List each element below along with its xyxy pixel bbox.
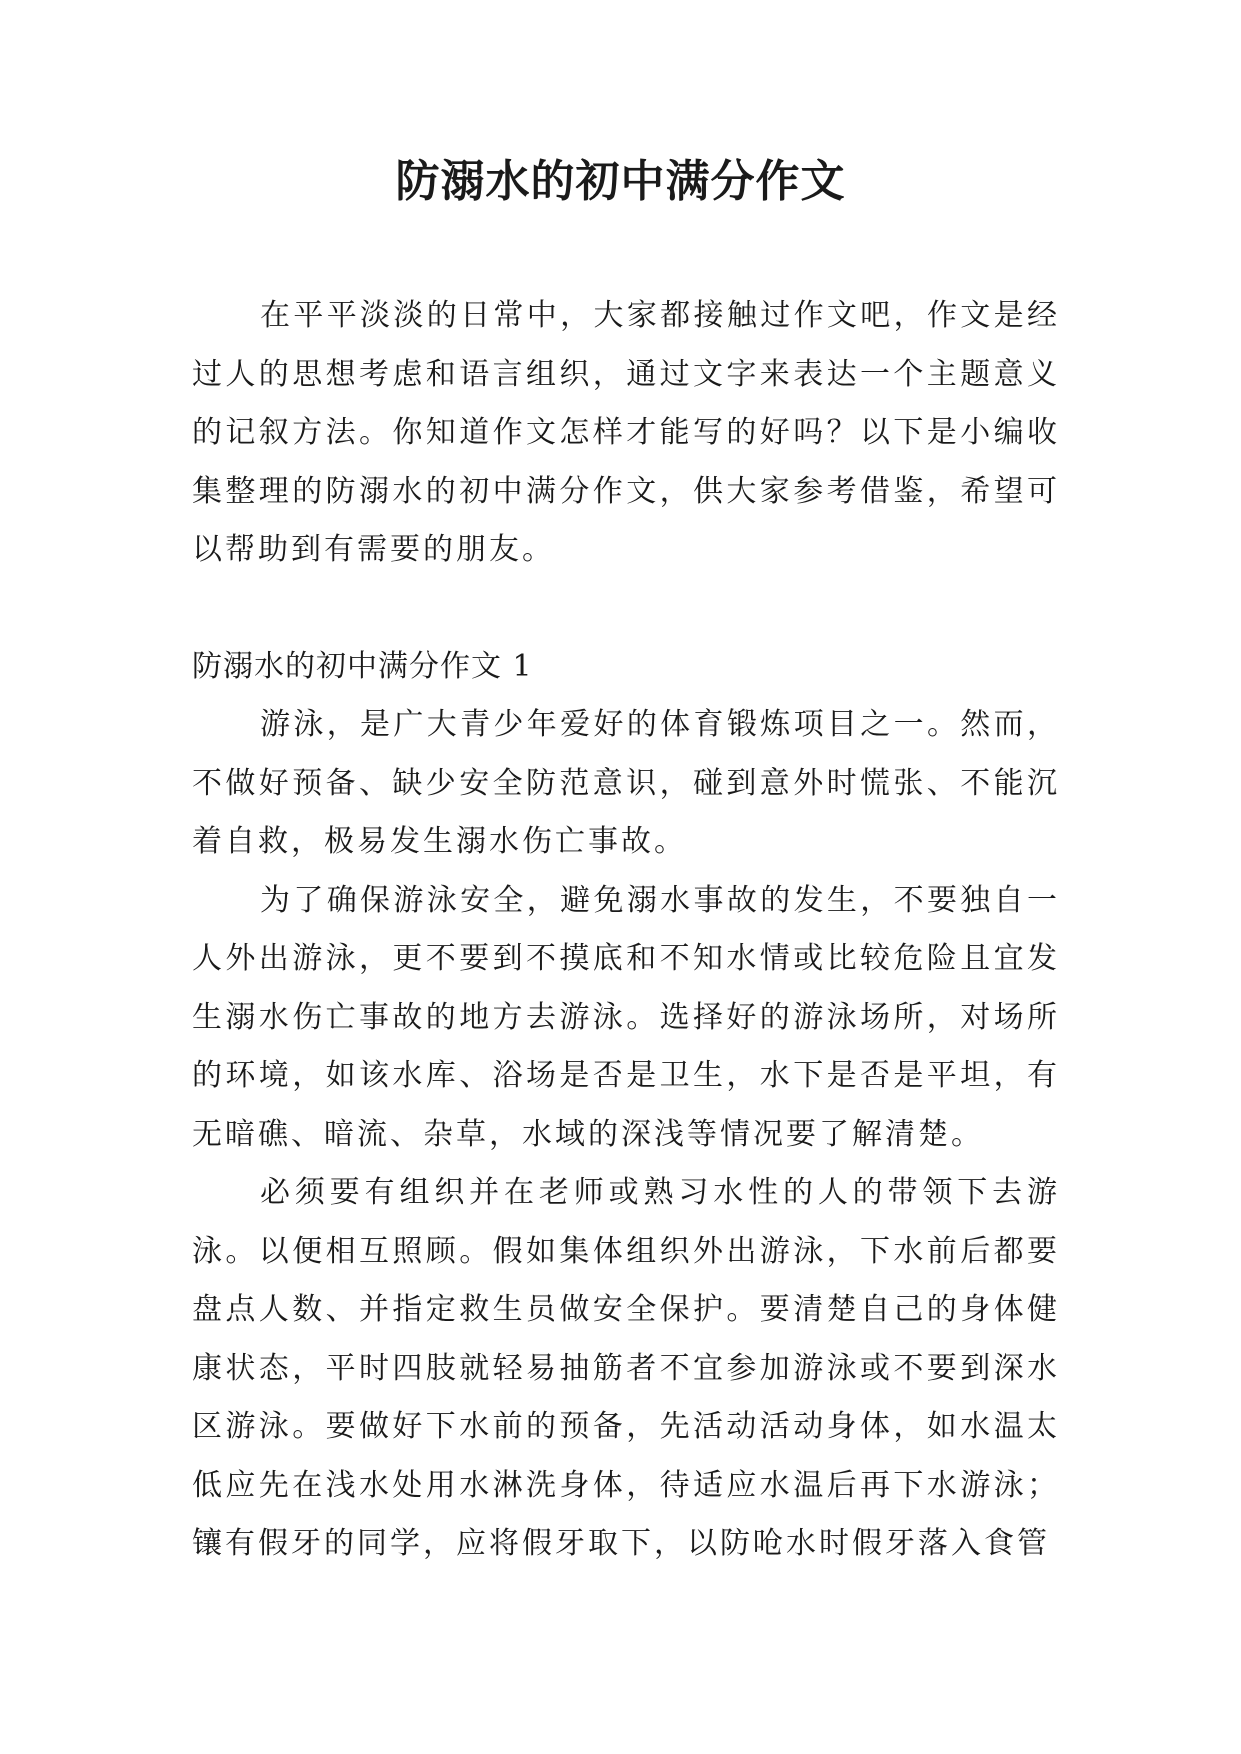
section-heading: 防溺水的初中满分作文 1 — [192, 648, 533, 684]
document-title: 防溺水的初中满分作文 — [395, 156, 846, 207]
intro-paragraph: 在平平淡淡的日常中，大家都接触过作文吧，作文是经过人的思想考虑和语言组织，通过文字来表达一个主题意义的记叙方法。你知道作文怎样才能写的好吗？以下是小编收集整理的防溺水的初中满分作文，供大家参考借鉴，希望可以帮助到有需要的朋友。 — [192, 298, 1060, 567]
body-paragraph-1: 游泳，是广大青少年爱好的体育锻炼项目之一。然而，不做好预备、缺少安全防范意识，碰到意外时慌张、不能沉着自救，极易发生溺水伤亡事故。 — [192, 707, 1060, 859]
document-body — [192, 287, 1060, 1574]
body-paragraph-3: 必须要有组织并在老师或熟习水性的人的带领下去游泳。以便相互照顾。假如集体组织外出游泳，下水前后都要盘点人数、并指定救生员做安全保护。要清楚自己的身体健康状态，平时四肢就轻易抽筋者不宜参加游泳或不要到深水区游泳。要做好下水前的预备，先活动活动身体，如水温太低应先在浅水处用水淋洗身体，待适应水温后再下水游泳；镶有假牙的同学，应将假牙取下，以防呛水时假牙落入食管 — [192, 1175, 1060, 1561]
body-paragraph-2: 为了确保游泳安全，避免溺水事故的发生，不要独自一人外出游泳，更不要到不摸底和不知水情或比较危险且宜发生溺水伤亡事故的地方去游泳。选择好的游泳场所，对场所的环境，如该水库、浴场是否是卫生，水下是否是平坦，有无暗礁、暗流、杂草，水域的深浅等情况要了解清楚。 — [192, 882, 1060, 1152]
